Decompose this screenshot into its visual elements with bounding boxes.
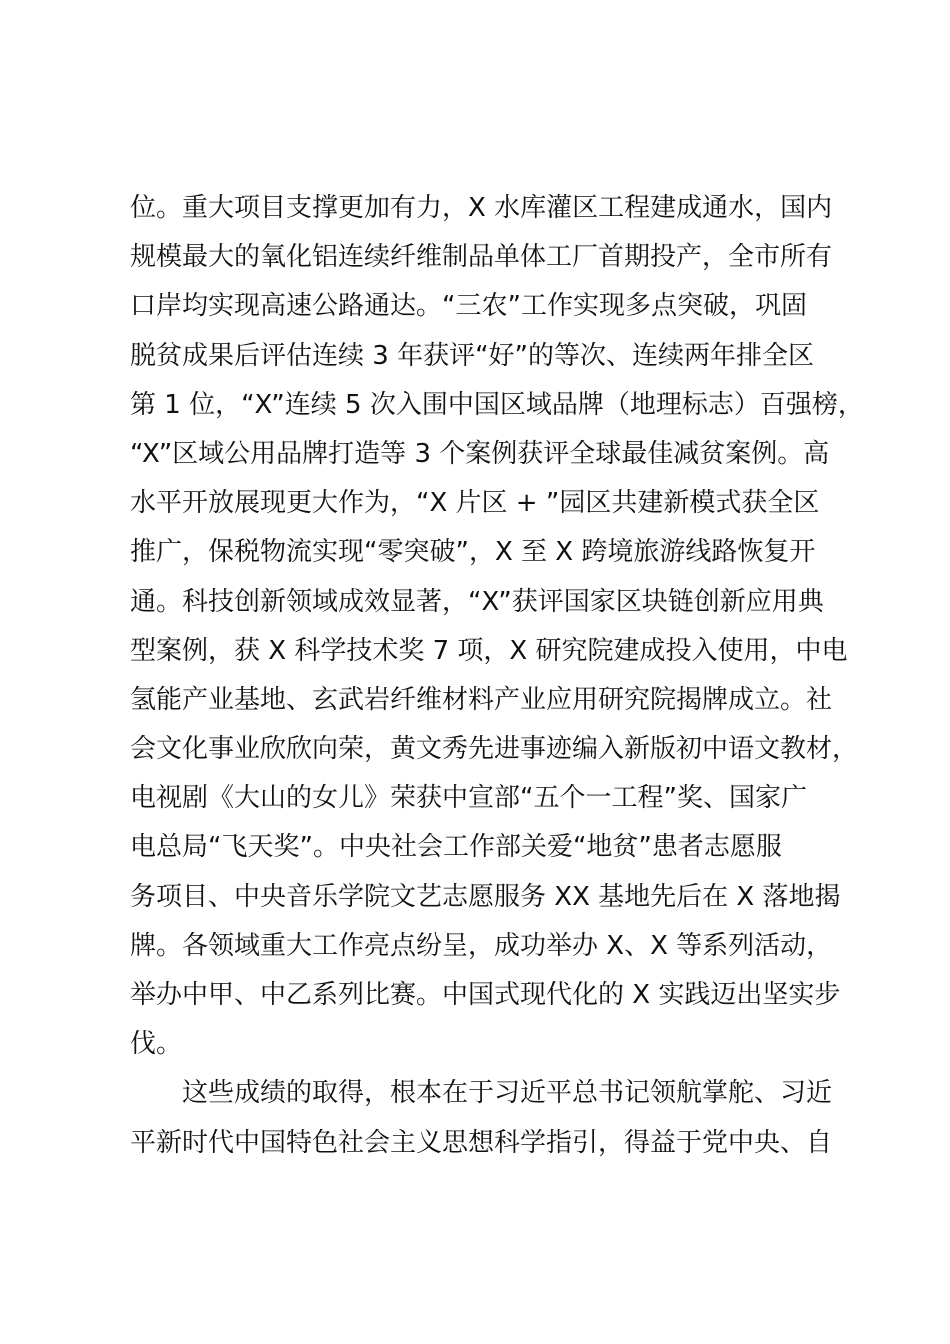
text-line: 第 1 位，“X”连续 5 次入围中国区域品牌（地理标志）百强榜， (130, 389, 864, 420)
text-line: 水平开放展现更大作为，“X 片区 + ”园区共建新模式获全区 (130, 488, 820, 519)
text-line: 位。重大项目支撑更加有力，X 水库灌区工程建成通水，国内 (130, 193, 833, 223)
text-line: 这些成绩的取得，根本在于习近平总书记领航掌舵、习近 (182, 1078, 833, 1109)
text-line: 电视剧《大山的女儿》荣获中宣部“五个一工程”奖、国家广 (130, 783, 807, 814)
text-line: 脱贫成果后评估连续 3 年获评“好”的等次、连续两年排全区 (130, 340, 815, 371)
text-line: 会文化事业欣欣向荣，黄文秀先进事迹编入新版初中语文教材， (130, 734, 859, 765)
text-line: 伐。 (130, 1029, 183, 1060)
text-line: 牌。各领域重大工作亮点纷呈，成功举办 X、X 等系列活动， (130, 930, 833, 961)
text-line: 规模最大的氧化铝连续纤维制品单体工厂首期投产，全市所有 (130, 242, 833, 273)
text-line: 平新时代中国特色社会主义思想科学指引，得益于党中央、自 (130, 1127, 833, 1158)
text-line: 氢能产业基地、玄武岩纤维材料产业应用研究院揭牌成立。社 (130, 684, 833, 715)
text-line: 务项目、中央音乐学院文艺志愿服务 XX 基地先后在 X 落地揭 (130, 881, 841, 912)
text-line: 口岸均实现高速公路通达。“三农”工作实现多点突破，巩固 (130, 291, 807, 322)
text-line: 推广，保税物流实现“零突破”，X 至 X 跨境旅游线路恢复开 (130, 537, 816, 568)
text-line: 型案例，获 X 科学技术奖 7 项，X 研究院建成投入使用，中电 (130, 635, 848, 666)
text-line: 电总局“飞天奖”。中央社会工作部关爱“地贫”患者志愿服 (130, 832, 782, 863)
text-line: 通。科技创新领域成效显著，“X”获评国家区块链创新应用典 (130, 586, 824, 617)
body-text (130, 184, 864, 1168)
text-line: “X”区域公用品牌打造等 3 个案例获评全球最佳减贫案例。高 (130, 438, 830, 469)
text-line: 举办中甲、中乙系列比赛。中国式现代化的 X 实践迈出坚实步 (130, 980, 841, 1010)
